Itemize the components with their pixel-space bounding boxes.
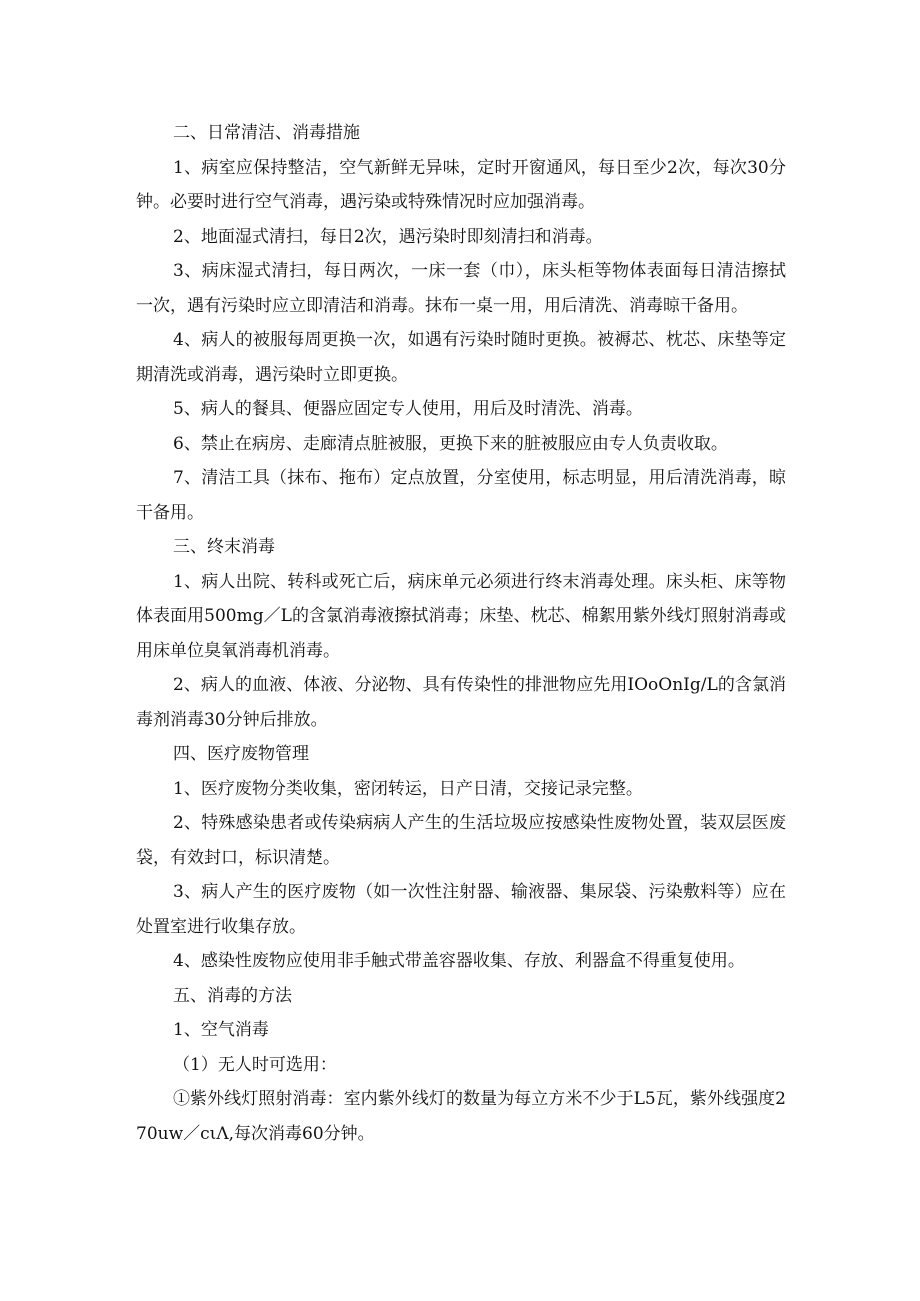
- paragraph-uv-lamp: ①紫外线灯照射消毒：室内紫外线灯的数量为每立方米不少于L5瓦，紫外线强度270uw／cιΛ,每次消毒60分钟。: [136, 1089, 786, 1144]
- section-heading-terminal-disinfection: 三、终末消毒: [173, 537, 275, 557]
- section-heading-medical-waste: 四、医疗废物管理: [173, 744, 309, 764]
- document-body: [136, 116, 786, 1151]
- paragraph-tableware: 5、病人的餐具、便器应固定专人使用，用后及时清洗、消毒。: [173, 399, 643, 419]
- paragraph-ventilation: 1、病室应保持整洁，空气新鲜无异味，定时开窗通风，每日至少2次，每次30分钟。必要时进行空气消毒，遇污染或特殊情况时应加强消毒。: [136, 157, 786, 212]
- paragraph-waste-collection: 1、医疗废物分类收集，密闭转运，日产日清，交接记录完整。: [173, 778, 643, 799]
- paragraph-floor-cleaning: 2、地面湿式清扫，每日2次，遇污染时即刻清扫和消毒。: [173, 226, 603, 247]
- paragraph-patient-waste: 3、病人产生的医疗废物（如一次性注射器、输液器、集尿袋、污染敷料等）应在处置室进行收集存放。: [136, 882, 786, 937]
- paragraph-body-fluids: 2、病人的血液、体液、分泌物、具有传染性的排泄物应先用IOoOnIg/L的含氯消毒剂消毒30分钟后排放。: [136, 675, 786, 730]
- paragraph-cleaning-tools: 7、清洁工具（抹布、拖布）定点放置，分室使用，标志明显，用后清洗消毒，晾干备用。: [136, 468, 786, 523]
- paragraph-dirty-linen: 6、禁止在病房、走廊清点脏被服，更换下来的脏被服应由专人负责收取。: [173, 433, 728, 454]
- section-heading-daily-cleaning: 二、日常清洁、消毒措施: [173, 123, 360, 143]
- paragraph-bedding-change: 4、病人的被服每周更换一次，如遇有污染时随时更换。被褥芯、枕芯、床垫等定期清洗或消毒，遇污染时立即更换。: [136, 330, 786, 385]
- paragraph-infectious-garbage: 2、特殊感染患者或传染病病人产生的生活垃圾应按感染性废物处置，装双层医废袋，有效封口，标识清楚。: [136, 813, 786, 868]
- subheading-unoccupied-options: （1）无人时可选用：: [173, 1054, 337, 1075]
- paragraph-bed-cleaning: 3、病床湿式清扫，每日两次，一床一套（巾），床头柜等物体表面每日清洁擦拭一次，遇有污染时应立即清洁和消毒。抹布一桌一用，用后清洗、消毒晾干备用。: [136, 261, 786, 316]
- paragraph-infectious-waste-containers: 4、感染性废物应使用非手触式带盖容器收集、存放、利器盒不得重复使用。: [173, 951, 745, 971]
- subheading-air-disinfection: 1、空气消毒: [173, 1020, 269, 1040]
- paragraph-discharge-disinfection: 1、病人出院、转科或死亡后，病床单元必须进行终末消毒处理。床头柜、床等物体表面用500mg／L的含氯消毒液擦拭消毒；床垫、枕芯、棉絮用紫外线灯照射消毒或用床单位臭氧消毒机消毒。: [136, 571, 786, 661]
- section-heading-disinfection-methods: 五、消毒的方法: [173, 985, 292, 1006]
